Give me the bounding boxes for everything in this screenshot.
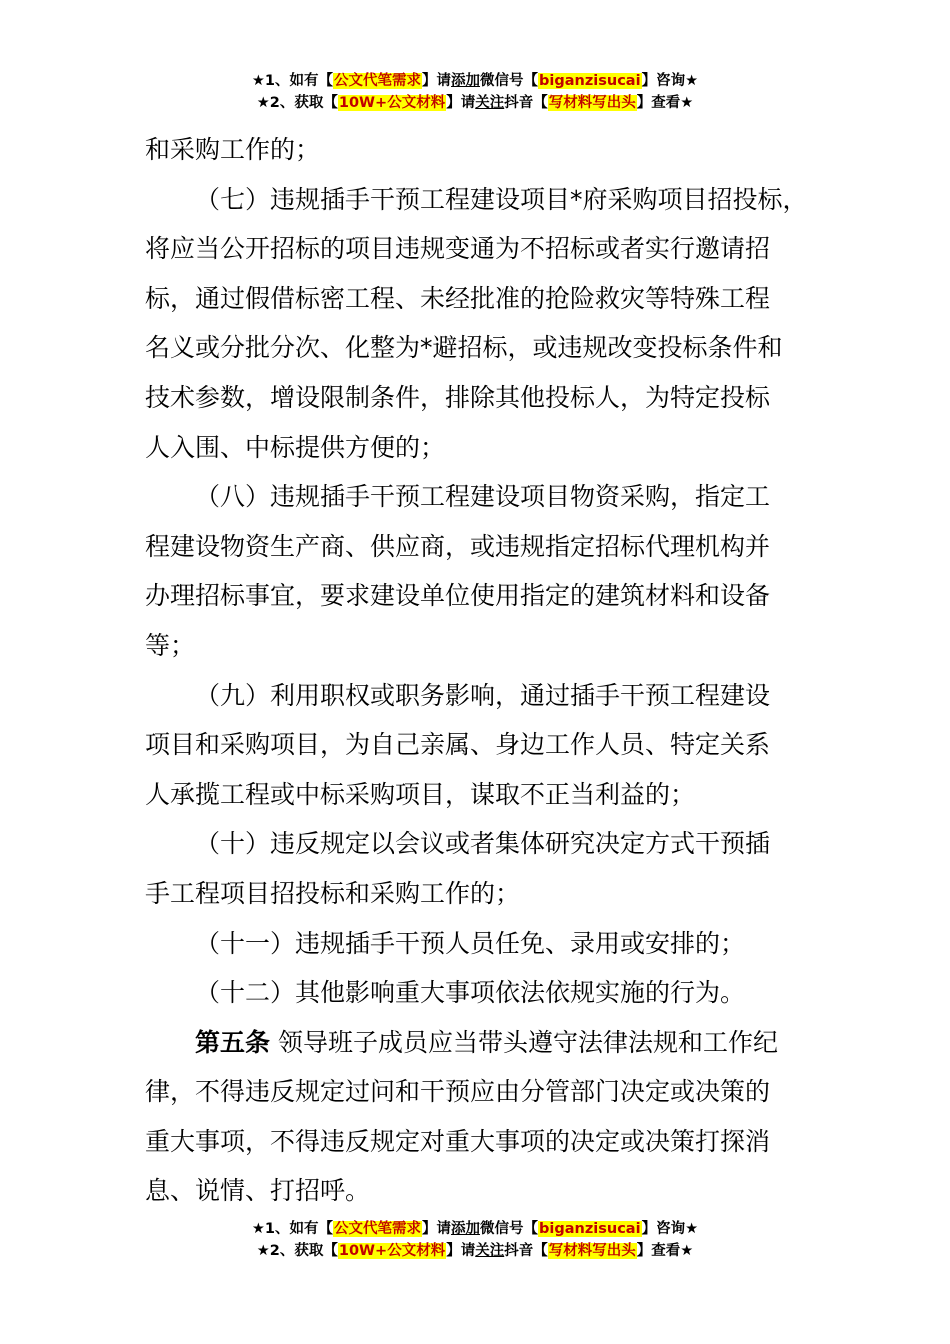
text-line: （十一）违规插手干预人员任免、录用或安排的；: [195, 928, 746, 958]
douyin-id-highlight: 写材料写出头: [548, 95, 636, 111]
underlined-text: 添加: [451, 73, 481, 89]
article-label: 第五条: [195, 1027, 271, 1057]
underlined-text: 关注: [475, 1243, 505, 1259]
banner-text: ★1、如有【: [251, 1221, 334, 1237]
wechat-id-highlight: biganzisucai: [539, 1221, 641, 1237]
text-line: 办理招标事宜，要求建设单位使用指定的建筑材料和设备: [145, 581, 771, 611]
text-line: 人入围、中标提供方便的；: [145, 432, 446, 462]
banner-text: 】请: [446, 1243, 476, 1259]
text-line: （八）违规插手干预工程建设项目物资采购，指定工: [195, 482, 771, 512]
text-line: 项目和采购项目，为自己亲属、身边工作人员、特定关系: [145, 730, 771, 760]
banner-text: 】请: [446, 95, 476, 111]
text-line: （十二）其他影响重大事项依法依规实施的行为。: [195, 978, 746, 1008]
highlight-text: 公文代笔需求: [334, 1221, 422, 1237]
text-line: 重大事项，不得违反规定对重大事项的决定或决策打探消: [145, 1126, 771, 1156]
text-line: 技术参数，增设限制条件，排除其他投标人，为特定投标: [145, 382, 771, 412]
banner-text: 】咨询★: [641, 73, 699, 89]
text-line: （七）违规插手干预工程建设项目*府采购项目招投标，: [195, 184, 808, 214]
banner-text: ★1、如有【: [251, 73, 334, 89]
banner-text: 抖音【: [504, 1243, 548, 1259]
underlined-text: 添加: [451, 1221, 481, 1237]
banner-text: 微信号【: [480, 73, 539, 89]
banner-line-1: [0, 70, 950, 92]
text-line: （九）利用职权或职务影响，通过插手干预工程建设: [195, 680, 771, 710]
banner-text: ★2、获取【: [256, 95, 338, 111]
banner-text: 】咨询★: [641, 1221, 699, 1237]
document-body: [145, 125, 835, 1216]
highlight-text: 10W+公文材料: [338, 1243, 446, 1259]
header-banner: [0, 70, 950, 114]
text-line: 领导班子成员应当带头遵守法律法规和工作纪: [277, 1027, 778, 1057]
douyin-id-highlight: 写材料写出头: [548, 1243, 636, 1259]
banner-text: 】查看★: [636, 1243, 694, 1259]
text-line: 和采购工作的；: [145, 135, 321, 164]
text-line: 等；: [145, 630, 196, 660]
text-line: 手工程项目招投标和采购工作的；: [145, 878, 521, 908]
banner-line-2: [0, 1240, 950, 1262]
text-line: 律，不得违反规定过问和干预应由分管部门决定或决策的: [145, 1077, 771, 1107]
wechat-id-highlight: biganzisucai: [539, 73, 641, 89]
text-line: （十）违反规定以会议或者集体研究决定方式干预插: [195, 829, 771, 859]
banner-text: 微信号【: [480, 1221, 539, 1237]
banner-text: ★2、获取【: [256, 1243, 338, 1259]
banner-text: 】请: [422, 73, 452, 89]
footer-banner: [0, 1218, 950, 1262]
underlined-text: 关注: [475, 95, 505, 111]
text-line: 人承揽工程或中标采购项目，谋取不正当利益的；: [145, 779, 696, 809]
banner-line-2: [0, 92, 950, 114]
text-line: 息、说情、打招呼。: [145, 1176, 371, 1206]
banner-text: 抖音【: [504, 95, 548, 111]
banner-text: 】请: [422, 1221, 452, 1237]
banner-text: 】查看★: [636, 95, 694, 111]
highlight-text: 10W+公文材料: [338, 95, 446, 111]
text-line: 将应当公开招标的项目违规变通为不招标或者实行邀请招: [145, 234, 771, 264]
banner-line-1: [0, 1218, 950, 1240]
text-line: 标，通过假借标密工程、未经批准的抢险救灾等特殊工程: [145, 283, 771, 313]
highlight-text: 公文代笔需求: [334, 73, 422, 89]
text-line: 程建设物资生产商、供应商，或违规指定招标代理机构并: [145, 531, 771, 561]
text-line: 名义或分批分次、化整为*避招标，或违规改变投标条件和: [145, 333, 783, 363]
article-line: [145, 1018, 835, 1068]
